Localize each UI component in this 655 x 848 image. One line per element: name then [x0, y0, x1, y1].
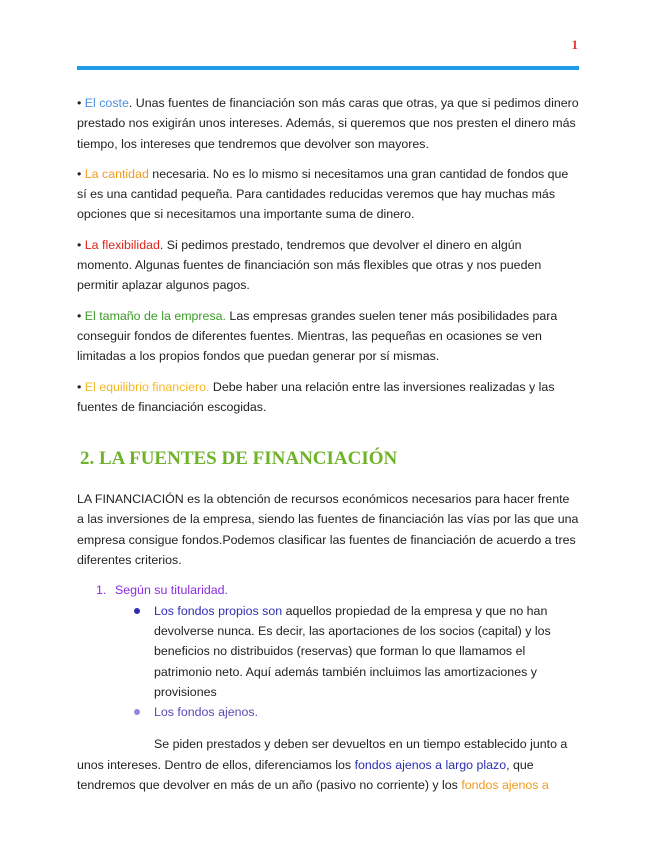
bullet-glyph: •: [77, 379, 85, 394]
item-term: Los fondos propios son: [154, 603, 283, 618]
factor-term: La cantidad: [84, 166, 149, 181]
factor-text: . Unas fuentes de financiación son más caras que otras, ya que si pedimos dinero prestado nos exigirán unos intereses. Además, si queremos que nos presten el dinero más tiempo, los intereses que tendremos que devolver son mayores.: [77, 96, 579, 151]
bullet-dot-icon: [134, 608, 140, 614]
factor-cost: [77, 93, 579, 154]
list-item-external-funds: [154, 702, 579, 722]
page-number: 1: [571, 37, 578, 52]
factor-text: Debe haber una relación entre las inversiones realizadas y las fuentes de financiación escogidas.: [77, 379, 555, 414]
factor-text: Las empresas grandes suelen tener más posibilidades para conseguir fondos de diferentes fuentes. Mientras, las pequeñas en ocasiones se ven limitadas a los propios fondos que puedan generar por sí mismas.: [77, 308, 558, 364]
bullet-glyph: •: [77, 237, 85, 252]
factor-term: La flexibilidad: [84, 237, 160, 252]
bullet-glyph: •: [77, 308, 85, 323]
bullet-dot-icon: [134, 709, 140, 715]
factor-balance: [77, 377, 579, 418]
section-intro: LA FINANCIACIÓN es la obtención de recursos económicos necesarios para hacer frente a las inversiones de la empresa, siendo las fuentes de financiación las vías por las que una empresa consigue fondos.Podemos clasificar las fuentes de financiación de acuerdo a tres diferentes criterios.: [77, 492, 579, 568]
factor-company-size: [77, 306, 579, 367]
section-heading: 2. LA FUENTES DE FINANCIACIÓN: [80, 448, 398, 470]
criterion-label: Según su titularidad.: [115, 583, 228, 598]
factor-flexibility: [77, 235, 579, 296]
document-body: [77, 93, 579, 795]
factor-text: necesaria. No es lo mismo si necesitamos una gran cantidad de fondos que sí es una cantidad pequeña. Para cantidades reducidas veremos que hay muchas más opciones que si necesitamos una importante suma de dinero.: [77, 166, 569, 222]
factor-term: El equilibrio financiero.: [84, 379, 210, 394]
factor-amount: [77, 164, 579, 225]
item-term: Los fondos ajenos.: [154, 705, 259, 720]
term-external-funds: fondos ajenos a: [461, 778, 549, 793]
criterion-number: 1.: [96, 583, 107, 598]
factor-term: El tamaño de la empresa.: [84, 308, 226, 323]
item-text: aquellos propiedad de la empresa y que no han devolverse nunca. Es decir, las aportaciones de los socios (capital) y los beneficios no distribuidos (reservas) que forman lo que llamamos el patrimonio neto. Aquí además también incluimos las amortizaciones y provisiones: [154, 603, 551, 699]
list-item-own-funds: [154, 601, 579, 702]
bullet-glyph: •: [77, 166, 85, 181]
paragraph-text: , que tendremos que devolver en más de un año (pasivo no corriente) y los: [77, 757, 534, 793]
external-funds-paragraph: [77, 734, 579, 795]
factor-term: El coste: [84, 96, 129, 110]
paragraph-text: Se piden prestados y deben ser devueltos en un tiempo establecido junto a unos intereses. Dentro de ellos, diferenciamos los: [77, 737, 568, 772]
header-rule: [77, 66, 579, 70]
term-long-term-funds: fondos ajenos a largo plazo: [354, 757, 507, 772]
criterion-item: [96, 580, 579, 600]
factor-text: . Si pedimos prestado, tendremos que devolver el dinero en algún momento. Algunas fuentes de financiación son más flexibles que otras y nos pueden permitir aplazar algunos pagos.: [77, 237, 542, 293]
bullet-glyph: •: [77, 96, 85, 110]
